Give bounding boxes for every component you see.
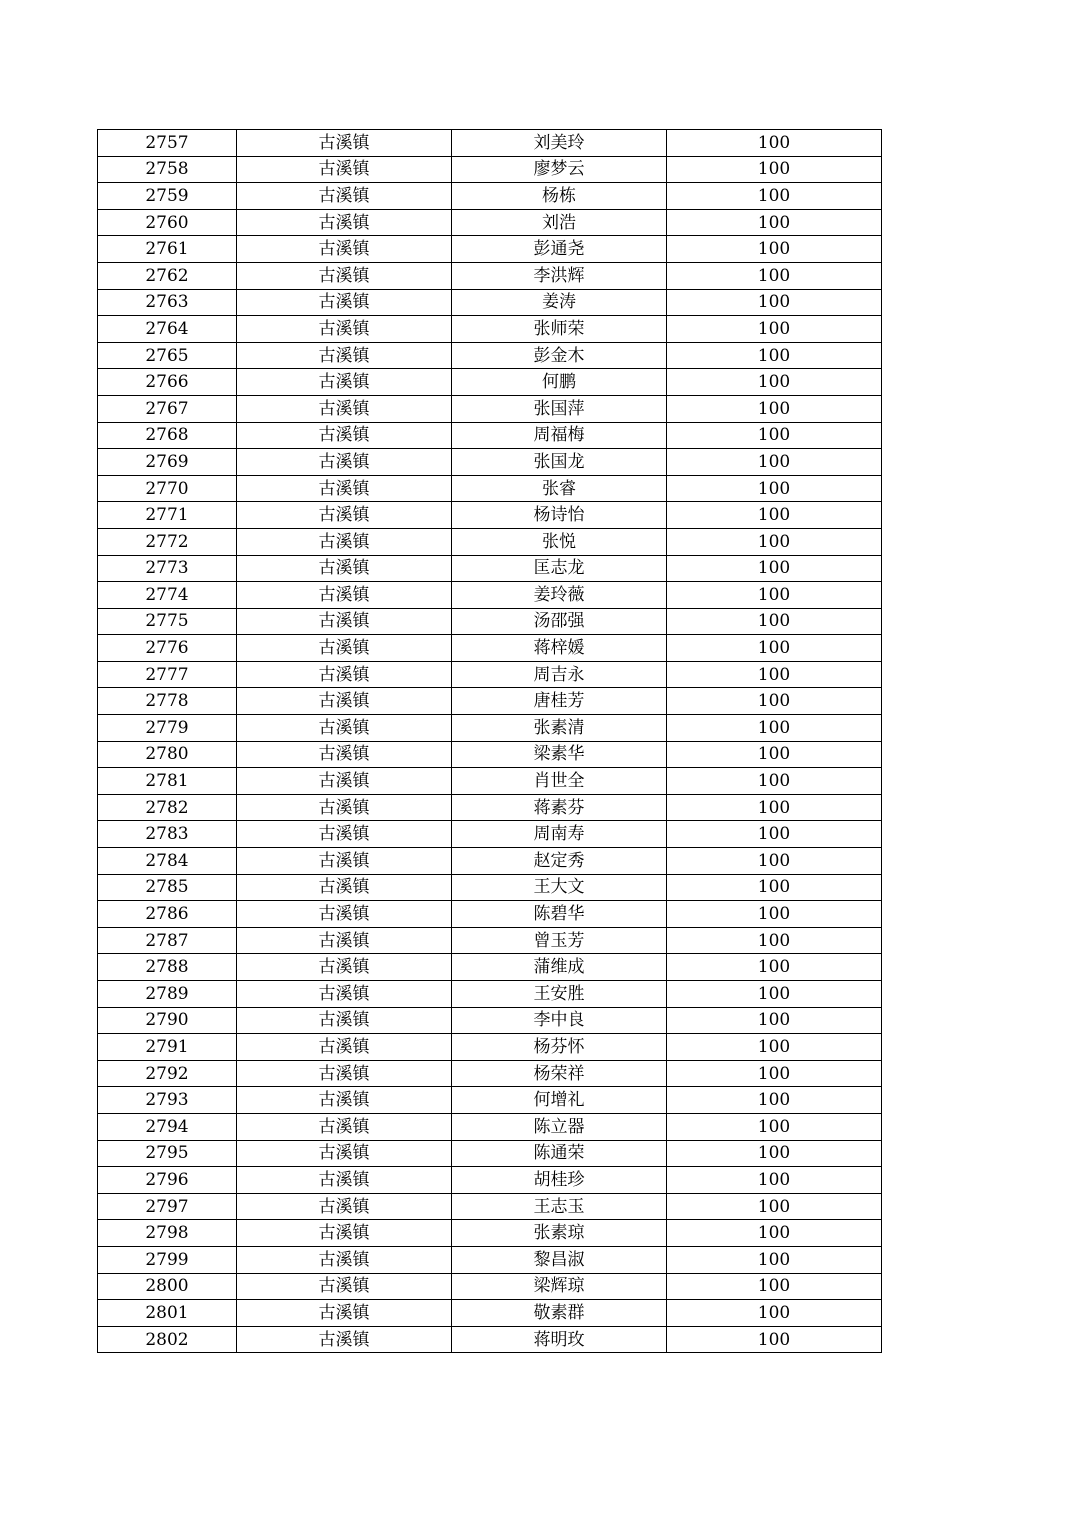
row-number-cell: 2773: [98, 555, 237, 582]
table-row: [98, 1193, 882, 1220]
town-cell: 古溪镇: [237, 156, 452, 183]
town-cell: 古溪镇: [237, 874, 452, 901]
row-number-cell: 2766: [98, 369, 237, 396]
amount-cell: 100: [667, 183, 882, 210]
row-number-cell: 2786: [98, 901, 237, 928]
row-number-cell: 2759: [98, 183, 237, 210]
row-number-cell: 2782: [98, 794, 237, 821]
amount-cell: 100: [667, 688, 882, 715]
row-number-cell: 2765: [98, 342, 237, 369]
name-cell: 肖世全: [452, 768, 667, 795]
town-cell: 古溪镇: [237, 1007, 452, 1034]
row-number-cell: 2785: [98, 874, 237, 901]
amount-cell: 100: [667, 130, 882, 157]
name-cell: 陈碧华: [452, 901, 667, 928]
amount-cell: 100: [667, 874, 882, 901]
amount-cell: 100: [667, 1113, 882, 1140]
town-cell: 古溪镇: [237, 1220, 452, 1247]
row-number-cell: 2792: [98, 1060, 237, 1087]
amount-cell: 100: [667, 582, 882, 609]
town-cell: 古溪镇: [237, 954, 452, 981]
table-row: [98, 954, 882, 981]
row-number-cell: 2800: [98, 1273, 237, 1300]
amount-cell: 100: [667, 528, 882, 555]
row-number-cell: 2777: [98, 661, 237, 688]
name-cell: 周吉永: [452, 661, 667, 688]
row-number-cell: 2778: [98, 688, 237, 715]
name-cell: 王安胜: [452, 981, 667, 1008]
table-row: [98, 209, 882, 236]
amount-cell: 100: [667, 1326, 882, 1353]
table-row: [98, 449, 882, 476]
table-row: [98, 901, 882, 928]
amount-cell: 100: [667, 608, 882, 635]
table-row: [98, 1060, 882, 1087]
name-cell: 敬素群: [452, 1300, 667, 1327]
name-cell: 周福梅: [452, 422, 667, 449]
name-cell: 蒋明玫: [452, 1326, 667, 1353]
amount-cell: 100: [667, 1300, 882, 1327]
name-cell: 王大文: [452, 874, 667, 901]
table-row: [98, 183, 882, 210]
table-row: [98, 608, 882, 635]
town-cell: 古溪镇: [237, 661, 452, 688]
row-number-cell: 2798: [98, 1220, 237, 1247]
town-cell: 古溪镇: [237, 821, 452, 848]
amount-cell: 100: [667, 794, 882, 821]
table-row: [98, 1246, 882, 1273]
row-number-cell: 2793: [98, 1087, 237, 1114]
name-cell: 陈通荣: [452, 1140, 667, 1167]
town-cell: 古溪镇: [237, 741, 452, 768]
row-number-cell: 2781: [98, 768, 237, 795]
row-number-cell: 2787: [98, 927, 237, 954]
row-number-cell: 2761: [98, 236, 237, 263]
name-cell: 姜涛: [452, 289, 667, 316]
table-row: [98, 1220, 882, 1247]
town-cell: 古溪镇: [237, 502, 452, 529]
row-number-cell: 2790: [98, 1007, 237, 1034]
amount-cell: 100: [667, 342, 882, 369]
row-number-cell: 2774: [98, 582, 237, 609]
amount-cell: 100: [667, 1193, 882, 1220]
table-row: [98, 981, 882, 1008]
table-row: [98, 395, 882, 422]
table-row: [98, 262, 882, 289]
town-cell: 古溪镇: [237, 582, 452, 609]
town-cell: 古溪镇: [237, 981, 452, 1008]
town-cell: 古溪镇: [237, 555, 452, 582]
table-row: [98, 130, 882, 157]
town-cell: 古溪镇: [237, 262, 452, 289]
town-cell: 古溪镇: [237, 608, 452, 635]
amount-cell: 100: [667, 901, 882, 928]
row-number-cell: 2794: [98, 1113, 237, 1140]
row-number-cell: 2762: [98, 262, 237, 289]
name-cell: 匡志龙: [452, 555, 667, 582]
name-cell: 杨芬怀: [452, 1034, 667, 1061]
name-cell: 黎昌淑: [452, 1246, 667, 1273]
amount-cell: 100: [667, 768, 882, 795]
town-cell: 古溪镇: [237, 1140, 452, 1167]
town-cell: 古溪镇: [237, 768, 452, 795]
row-number-cell: 2760: [98, 209, 237, 236]
town-cell: 古溪镇: [237, 289, 452, 316]
table-row: [98, 1034, 882, 1061]
row-number-cell: 2763: [98, 289, 237, 316]
amount-cell: 100: [667, 981, 882, 1008]
amount-cell: 100: [667, 395, 882, 422]
table-row: [98, 422, 882, 449]
row-number-cell: 2767: [98, 395, 237, 422]
town-cell: 古溪镇: [237, 1113, 452, 1140]
row-number-cell: 2791: [98, 1034, 237, 1061]
row-number-cell: 2764: [98, 316, 237, 343]
row-number-cell: 2758: [98, 156, 237, 183]
amount-cell: 100: [667, 1220, 882, 1247]
row-number-cell: 2799: [98, 1246, 237, 1273]
table-row: [98, 1140, 882, 1167]
name-cell: 姜玲薇: [452, 582, 667, 609]
table-row: [98, 342, 882, 369]
amount-cell: 100: [667, 1087, 882, 1114]
row-number-cell: 2768: [98, 422, 237, 449]
name-cell: 张睿: [452, 475, 667, 502]
amount-cell: 100: [667, 1140, 882, 1167]
name-cell: 唐桂芳: [452, 688, 667, 715]
table-row: [98, 1326, 882, 1353]
amount-cell: 100: [667, 156, 882, 183]
amount-cell: 100: [667, 821, 882, 848]
table-row: [98, 848, 882, 875]
amount-cell: 100: [667, 422, 882, 449]
name-cell: 李中良: [452, 1007, 667, 1034]
town-cell: 古溪镇: [237, 395, 452, 422]
name-cell: 曾玉芳: [452, 927, 667, 954]
amount-cell: 100: [667, 954, 882, 981]
amount-cell: 100: [667, 236, 882, 263]
amount-cell: 100: [667, 289, 882, 316]
row-number-cell: 2783: [98, 821, 237, 848]
table-row: [98, 528, 882, 555]
town-cell: 古溪镇: [237, 848, 452, 875]
row-number-cell: 2780: [98, 741, 237, 768]
table-row: [98, 1167, 882, 1194]
amount-cell: 100: [667, 1273, 882, 1300]
name-cell: 赵定秀: [452, 848, 667, 875]
row-number-cell: 2775: [98, 608, 237, 635]
town-cell: 古溪镇: [237, 316, 452, 343]
table-row: [98, 635, 882, 662]
town-cell: 古溪镇: [237, 927, 452, 954]
name-cell: 杨荣祥: [452, 1060, 667, 1087]
row-number-cell: 2779: [98, 715, 237, 742]
amount-cell: 100: [667, 848, 882, 875]
amount-cell: 100: [667, 502, 882, 529]
table-row: [98, 316, 882, 343]
table-row: [98, 236, 882, 263]
name-cell: 杨栋: [452, 183, 667, 210]
amount-cell: 100: [667, 635, 882, 662]
table-row: [98, 821, 882, 848]
town-cell: 古溪镇: [237, 1060, 452, 1087]
town-cell: 古溪镇: [237, 475, 452, 502]
table-row: [98, 1113, 882, 1140]
roster-table-body: [98, 130, 882, 1353]
town-cell: 古溪镇: [237, 342, 452, 369]
row-number-cell: 2772: [98, 528, 237, 555]
table-row: [98, 582, 882, 609]
town-cell: 古溪镇: [237, 183, 452, 210]
table-row: [98, 927, 882, 954]
town-cell: 古溪镇: [237, 1193, 452, 1220]
row-number-cell: 2771: [98, 502, 237, 529]
table-row: [98, 715, 882, 742]
table-row: [98, 874, 882, 901]
table-row: [98, 369, 882, 396]
amount-cell: 100: [667, 316, 882, 343]
name-cell: 李洪辉: [452, 262, 667, 289]
table-row: [98, 1007, 882, 1034]
table-row: [98, 156, 882, 183]
town-cell: 古溪镇: [237, 1246, 452, 1273]
amount-cell: 100: [667, 262, 882, 289]
name-cell: 陈立器: [452, 1113, 667, 1140]
name-cell: 梁素华: [452, 741, 667, 768]
town-cell: 古溪镇: [237, 901, 452, 928]
table-row: [98, 1273, 882, 1300]
row-number-cell: 2801: [98, 1300, 237, 1327]
roster-table: [97, 129, 882, 1353]
row-number-cell: 2795: [98, 1140, 237, 1167]
name-cell: 蒲维成: [452, 954, 667, 981]
name-cell: 张国龙: [452, 449, 667, 476]
amount-cell: 100: [667, 555, 882, 582]
amount-cell: 100: [667, 369, 882, 396]
amount-cell: 100: [667, 927, 882, 954]
amount-cell: 100: [667, 715, 882, 742]
town-cell: 古溪镇: [237, 1087, 452, 1114]
table-row: [98, 768, 882, 795]
amount-cell: 100: [667, 1167, 882, 1194]
town-cell: 古溪镇: [237, 1326, 452, 1353]
town-cell: 古溪镇: [237, 688, 452, 715]
name-cell: 梁辉琼: [452, 1273, 667, 1300]
amount-cell: 100: [667, 209, 882, 236]
row-number-cell: 2797: [98, 1193, 237, 1220]
table-row: [98, 475, 882, 502]
name-cell: 张素清: [452, 715, 667, 742]
row-number-cell: 2784: [98, 848, 237, 875]
row-number-cell: 2788: [98, 954, 237, 981]
row-number-cell: 2796: [98, 1167, 237, 1194]
name-cell: 何鹏: [452, 369, 667, 396]
amount-cell: 100: [667, 1246, 882, 1273]
town-cell: 古溪镇: [237, 369, 452, 396]
table-row: [98, 741, 882, 768]
table-row: [98, 1087, 882, 1114]
name-cell: 刘浩: [452, 209, 667, 236]
amount-cell: 100: [667, 741, 882, 768]
town-cell: 古溪镇: [237, 1167, 452, 1194]
name-cell: 张悦: [452, 528, 667, 555]
amount-cell: 100: [667, 1060, 882, 1087]
row-number-cell: 2789: [98, 981, 237, 1008]
row-number-cell: 2802: [98, 1326, 237, 1353]
name-cell: 汤邵强: [452, 608, 667, 635]
table-row: [98, 1300, 882, 1327]
town-cell: 古溪镇: [237, 794, 452, 821]
town-cell: 古溪镇: [237, 236, 452, 263]
table-row: [98, 688, 882, 715]
table-row: [98, 555, 882, 582]
name-cell: 王志玉: [452, 1193, 667, 1220]
town-cell: 古溪镇: [237, 1300, 452, 1327]
amount-cell: 100: [667, 661, 882, 688]
row-number-cell: 2769: [98, 449, 237, 476]
table-row: [98, 794, 882, 821]
name-cell: 周南寿: [452, 821, 667, 848]
row-number-cell: 2776: [98, 635, 237, 662]
name-cell: 张素琼: [452, 1220, 667, 1247]
amount-cell: 100: [667, 1034, 882, 1061]
town-cell: 古溪镇: [237, 422, 452, 449]
row-number-cell: 2757: [98, 130, 237, 157]
town-cell: 古溪镇: [237, 1034, 452, 1061]
name-cell: 何增礼: [452, 1087, 667, 1114]
amount-cell: 100: [667, 1007, 882, 1034]
town-cell: 古溪镇: [237, 449, 452, 476]
table-row: [98, 661, 882, 688]
town-cell: 古溪镇: [237, 635, 452, 662]
table-row: [98, 289, 882, 316]
row-number-cell: 2770: [98, 475, 237, 502]
town-cell: 古溪镇: [237, 715, 452, 742]
name-cell: 彭通尧: [452, 236, 667, 263]
name-cell: 胡桂珍: [452, 1167, 667, 1194]
name-cell: 蒋素芬: [452, 794, 667, 821]
name-cell: 刘美玲: [452, 130, 667, 157]
town-cell: 古溪镇: [237, 209, 452, 236]
town-cell: 古溪镇: [237, 528, 452, 555]
name-cell: 张国萍: [452, 395, 667, 422]
name-cell: 张师荣: [452, 316, 667, 343]
name-cell: 彭金木: [452, 342, 667, 369]
name-cell: 廖梦云: [452, 156, 667, 183]
town-cell: 古溪镇: [237, 1273, 452, 1300]
name-cell: 杨诗怡: [452, 502, 667, 529]
amount-cell: 100: [667, 475, 882, 502]
amount-cell: 100: [667, 449, 882, 476]
town-cell: 古溪镇: [237, 130, 452, 157]
table-row: [98, 502, 882, 529]
name-cell: 蒋梓媛: [452, 635, 667, 662]
